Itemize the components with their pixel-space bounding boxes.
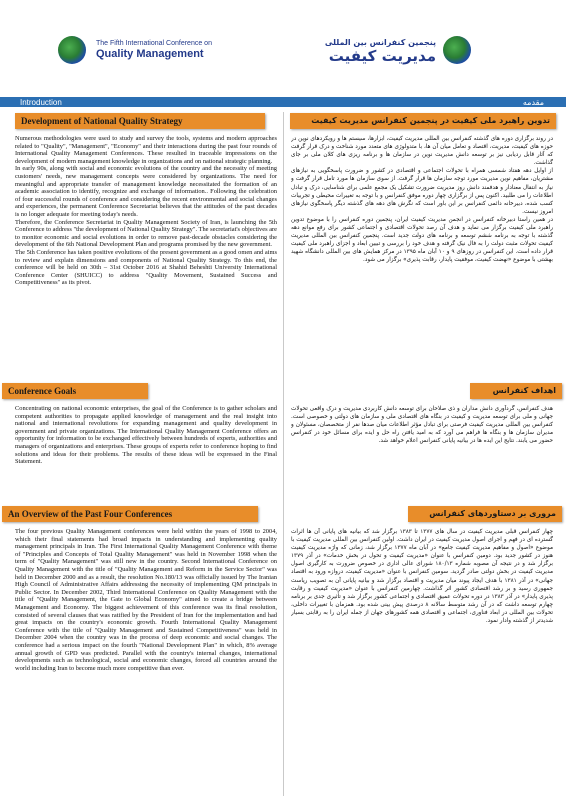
conference-logo-icon	[58, 36, 86, 64]
paragraph: In early 90s, along with social and economic evolutions of the country and the necessity of meeting customers' needs, new management concepts were considered by organizations. The need for meaningful and appropriate transfer of management knowledge necessitated the formation of an academic association to identify, recognize and exchange of information.. Following the celebration of four successful rounds of conference and considering the recent environmental and social changes and experiences, the permanent Conference Secretariat believes that the attitudes of the past decades is no longer adequate for meeting today's needs.	[15, 165, 277, 218]
conference-logo-fa	[325, 38, 436, 65]
header-band	[0, 97, 566, 107]
paragraph: Therefore, the Conference Secretariat in Quality Management Society of Iran, is launching the 5th Conference to address "the development of National Quality Strategy". The secretariat's objectives are to monitor economic and social evolutions in order to remove past-decade obstacles considering the development of the 6th National Development Plan and programs promised by the new government.	[15, 218, 277, 249]
band-label-introduction-fa: مقدمه	[522, 98, 544, 107]
section-body-goals-fa	[291, 405, 553, 495]
conference-name-fa-line2: مدیریت کیفیت	[328, 47, 436, 65]
conference-name-en-line1: The Fifth International Conference on	[96, 40, 212, 47]
section-heading-strategy-fa: تدوین راهبرد ملی کیفیت در پنجمین کنفرانس مدیریت کیفیت	[290, 113, 556, 129]
paragraph: Numerous methodologies were used to study and survey the tools, systems and modern approaches related to "Quality", "Management", "Economy" and their interactions during the past four rounds of International Quality Management Conferences. These resulted in traceable impressions on the development of modern management knowledge in organizations and on national strategic planning.	[15, 135, 277, 165]
section-body-strategy-fa	[291, 135, 553, 365]
paragraph: هدف کنفرانس، گردآوری دانش مداران و ذی صلاحان برای توسعه دانش کاربردی مدیریت و درک واقعی تحولات جهانی و ملی برای توسعه مدیریت و کیفیت در بنگاه های اقتصادی ملی و سازمان های دولتی و خصوصی است. کنفرانس بین المللی مدیریت کیفیت فرصتی برای تبادل مؤثر اطلاعات میان صدها نفر از متخصصان، مسئولان و مدیران سازمان ها و بنگاه ها فراهم می آورد که به امید یافتن راه حل و ایده برای مسائل خود در کنفرانس حضور می یابند. نتایج این ایده ها در بیانیه پایانی کنفرانس اعلام خواهد شد.	[291, 406, 553, 445]
page-header	[0, 0, 566, 97]
paragraph: The four previous Quality Management conferences were held within the years of 1998 to 2004, which their final statements had broad impacts in understanding and implementing quality management principals in Iran. The First International Quality Management Conference with theme of "Principles and Concepts of Total Quality Management" was held in November 1998 when the term of "Quality Management" was still new in the country. Second International Conference on Quality Management with the title of "Quality Management and Reform in the Service Sector" was held in December 2000 and as a result, the resolution No.180/13 was officially issued by The Iranian High Council of Administrative Affairs addressing the necessity of implementing QM principals in Public Sector. In December 2002, Third International Conference on Quality Management with the title of "Quality Management, the Gate to Global Economy" aimed to create a bridge between Management and Economy. The biggest achievement of this conference was its final resolution, consisted of several clauses that was ratified by the President of Iran for the implementation and had great impacts on the country's economic growth. Fourth International Quality Management Conference with the title of "Quality Management and Sustained Competitiveness" was held in December 2004 when the country was in the process of deep economic and social changes. The conference had a serious impact on the fourth "National Development Plan" in which, 8% average annual growth of GPD was predicted. Parallel with the country's internal changes, international developments such as technological, social and economic changes, forced all countries around the world including Iran to become much more competitive than ever.	[15, 528, 277, 672]
section-heading-overview-fa: مروری بر دستاوردهای کنفرانس	[408, 506, 562, 522]
paragraph: The 5th Conference has taken positive evolutions of the present government as a good omen and aims to review and explain dimensions and components of National Quality Strategy. To this end, the conference will be held on 30th – 31st October 2016 at Shahid Beheshti University International Conference Center (SHUICC) to address "Quality Movement, Sustained Success and Competitiveness" as its pivot.	[15, 248, 277, 287]
column-divider	[283, 112, 284, 796]
section-body-overview-fa	[291, 528, 553, 790]
section-body-goals-en	[15, 405, 277, 495]
paragraph: در روند برگزاری دوره های گذشته کنفرانس بین المللی مدیریت کیفیت، ابزارها، سیستم ها و رویکردهای نوین در حوزه های کیفیت، مدیریت، اقتصاد و تعامل میان آن ها، با متدولوژی های متعدد مورد شناخت و درک قرار گرفت که آثار قابل ردیابی نیز بر توسعه دانش مدیریت نوین در سازمان ها و برنامه ریزی های کلان ملی بر جای گذاشت.	[291, 136, 553, 167]
band-label-introduction: Introduction	[20, 98, 62, 107]
conference-name-en-line2: Quality Management	[96, 48, 204, 60]
paragraph: در همین راستا دبیرخانه کنفرانس در انجمن مدیریت کیفیت ایران، پنجمین دوره کنفرانس را با موضوع تدوین راهبرد ملی کیفیت برگزار می نماید و هدف آن رصد تحولات اقتصادی و اجتماعی کشور برای رفع موانع دهه گذشته با توجه به برنامه ششم توسعه و برنامه های دولت جدید است. پنجمین کنفرانس بین المللی مدیریت کیفیت تحولات مثبت دولت را به فال نیک گرفته و هدف خود را بررسی و تبیین ابعاد و اجزای راهبرد ملی کیفیت قرار داده است. این کنفرانس در روزهای ۹ و ۱۰ آبان ماه ۱۳۹۵ در مرکز همایش های بین المللی دانشگاه شهید بهشتی با موضوع «نهضت کیفیت، موفقیت پایدار، رقابت پذیری» برگزار می شود.	[291, 216, 553, 264]
section-body-overview-en	[15, 528, 277, 790]
paragraph: Concentrating on national economic enterprises, the goal of the Conference is to gather scholars and competent authorities to propagate applied knowledge of management and the real insight into national and international revolutions for expanding management and quality development in government and private organizations. The International Quality Management Conference offers an opportunity for information to be exchanged effectively between hundreds of experts, authorities and managers of organizations and enterprises. These groups of experts refer to conference hoping to find solutions and ideas for their problems. The results of these ideas will be expressed in the Final Statement.	[15, 405, 277, 466]
paragraph: چهار کنفرانس قبلی مدیریت کیفیت در سال های ۱۳۷۷ تا ۱۳۸۳ برگزار شد که بیانیه های پایانی آن ها اثرات گسترده ای در فهم و اجرای اصول مدیریت کیفیت در ایران داشت. اولین کنفرانس بین المللی مدیریت کیفیت با موضوع «اصول و مفاهیم مدیریت کیفیت جامع» در آبان ماه ۱۳۷۷ برگزار شد، زمانی که واژه مدیریت کیفیت هنوز در کشور جدید بود. دومین کنفرانس با عنوان «مدیریت کیفیت و تحول در بخش خدمات» در آذر ۱۳۷۹ برگزار شد و در نتیجه آن مصوبه شماره ۱۸۰/۱۳ شورای عالی اداری در خصوص ضرورت به کارگیری اصول مدیریت کیفیت در بخش دولتی صادر گردید. سومین کنفرانس با عنوان «مدیریت کیفیت، دروازه ورود به اقتصاد جهانی» در آذر ۱۳۸۱ با هدف ایجاد پیوند میان مدیریت و اقتصاد برگزار شد و بیانیه پایانی آن به تصویب ریاست جمهوری رسید و بر رشد اقتصادی کشور اثر گذاشت. چهارمین کنفرانس با عنوان «مدیریت کیفیت و رقابت پذیری پایدار» در آذر ۱۳۸۳ در دوره تحولات عمیق اقتصادی و اجتماعی کشور برگزار شد و تأثیری جدی بر برنامه چهارم توسعه داشت که در آن رشد متوسط سالانه ۸ درصدی پیش بینی شده بود. همزمان با تغییرات داخلی، تحولات بین المللی در ابعاد فناوری، اجتماعی و اقتصادی همه کشورهای جهان از جمله ایران را به رقابتی بسیار شدیدتر از گذشته وادار نمود.	[291, 529, 553, 625]
section-heading-strategy-en: Development of National Quality Strategy	[15, 113, 265, 129]
conference-logo-fa-icon	[443, 36, 471, 64]
section-heading-goals-en: Conference Goals	[2, 383, 148, 399]
paragraph: از اوایل دهه هفتاد شمسی همراه با تحولات اجتماعی و اقتصادی در کشور و ضرورت پاسخگویی به نیازهای مشتریان، مفاهیم نوین مدیریت مورد توجه سازمان ها قرار گرفت. از سوی سازمان ها مورد تامل قرار گرفت و نیاز به انتقال معنادار و هدفمند دانش روز مدیریت ضرورت تشکیل یک مجمع علمی برای شناسایی، درک و تبادل اطلاعات را می طلبید. اکنون پس از برگزاری چهار دوره موفق کنفرانس و با توجه به تغییرات محیطی و تجربیات کسب شده، دبیرخانه دائمی کنفرانس بر این باور است که نگرش های دهه های گذشته دیگر پاسخگوی نیازهای امروز نیست.	[291, 168, 553, 215]
conference-name-fa-line1: پنجمین کنفرانس بین المللی	[324, 38, 436, 47]
conference-logo-en	[96, 40, 276, 60]
section-heading-overview-en: An Overview of the Past Four Conferences	[2, 506, 258, 522]
section-heading-goals-fa: اهداف کنفرانس	[470, 383, 562, 399]
section-body-strategy-en	[15, 135, 277, 365]
